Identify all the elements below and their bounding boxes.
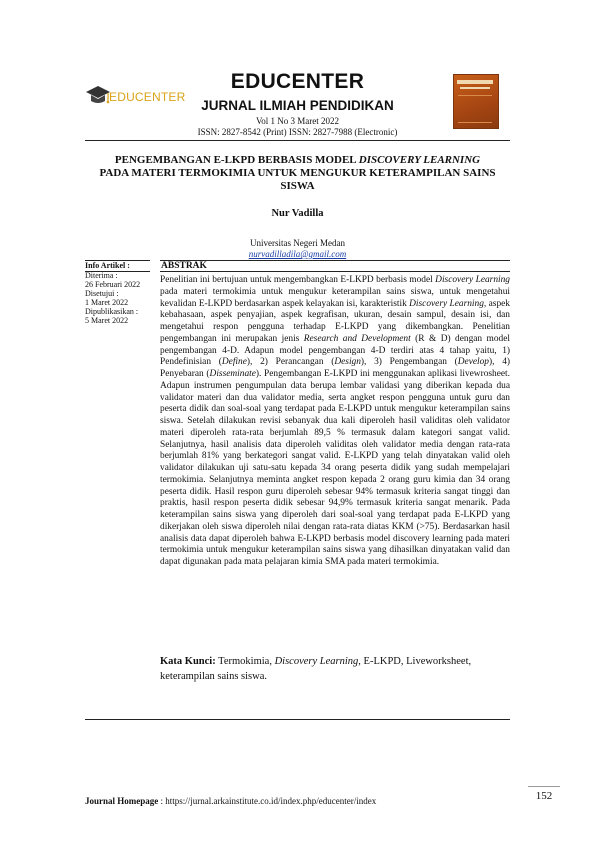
homepage-url[interactable]: : https://jurnal.arkainstitute.co.id/index.php/educenter/index [158, 796, 377, 806]
graduation-cap-icon [85, 84, 111, 108]
published-label: Dipublikasikan : [85, 306, 139, 316]
journal-title: EDUCENTER [230, 70, 365, 93]
journal-cover-icon [453, 74, 499, 129]
author-affiliation: Universitas Negeri Medan [250, 238, 345, 248]
keywords-label: Kata Kunci: [160, 656, 216, 667]
journal-subtitle: JURNAL ILMIAH PENDIDIKAN [201, 98, 394, 113]
logo-text: EDUCENTER [109, 90, 186, 104]
title-part1: PENGEMBANGAN E-LKPD BERBASIS MODEL [114, 154, 359, 166]
info-heading: Info Artikel : [85, 261, 130, 270]
article-info [85, 272, 155, 325]
title-italic: DISCOVERY LEARNING [358, 154, 481, 166]
journal-homepage [85, 796, 376, 806]
abstract-rule-bottom [160, 271, 510, 272]
title-part2: PADA MATERI TERMOKIMIA UNTUK MENGUKUR KETERAMPILAN SAINS SISWA [99, 167, 496, 192]
abstract-rule-top [160, 260, 510, 261]
header-divider [85, 140, 510, 141]
received-label: Diterima : [85, 271, 118, 280]
published-date: 5 Maret 2022 [85, 315, 129, 325]
abstract-end-divider [85, 719, 510, 720]
abstract-heading: ABSTRAK [161, 261, 207, 271]
abstract-text: Penelitian ini bertujuan untuk mengembangkan E-LKPD berbasis model Discovery Learning pada materi termokimia untuk mengukur keterampilan sains siswa, untuk mengetahui kevalidan E-LKPD berdasarkan aspek kelayakan isi, karakteristik Discovery Learning, aspek kebahasaan, aspek penyajian, aspek kegrafisan, ukuran, desain sampul, desain isi, dan mengetahui respon pengguna terhadap E-LKPD yang dikembangkan. Penelitian pengembangan ini merupakan jenis Research and Development (R & D) dengan model pengembangan 4-D. Adapun model pengembangan 4-D terdiri atas 4 tahap yaitu, 1) Pendefinisian (Define), 2) Perancangan (Design), 3) Pengembangan (Develop), 4) Penyebaran (Disseminate). Pengembangan E-LKPD ini menggunakan aplikasi livewrosheet. Adapun instrumen pengumpulan data berupa lembar validasi yang diberikan kepada dua validator materi dan dua validator media, serta angket respon pengguna untuk guru dan peserta didik dan soal-soal yang terdapat pada E-LKPD untuk mengukur keterampilan sains siswa. Setelah dilakukan revisi sebanyak dua kali diperoleh hasil validitas oleh validator materi diperoleh rata-rata berjumlah 89,5 % termasuk dalam kategori sangat valid. Selanjutnya, hasil analisis data diperoleh validitas oleh validator media dengan rata-rata berjumlah 81% yang berkategori sangat valid. E-LKPD yang telah dinyatakan valid oleh validator dilakukan uji satu-satu kepada 34 orang peserta didik yang sudah mempelajari termokimia. Selanjutnya meminta angket respon kepada 2 orang guru kimia dan 34 orang peserta didik. Hasil respon guru diperoleh sebesar 94% termasuk kriteria sangat tinggi dan praktis, hasil respon peserta didik sebesar 94,9% termasuk kriteria sangat menarik. Pada keterampilan sains siswa yang diperoleh dari soal-soal yang terdapat pada E-LKPD yang dikerjakan oleh siswa diperoleh nilai dengan rata-rata diatas KKM (>75). Berdasarkan hasil analisis data dapat diperoleh bahwa E-LKPD berbasis model discovery learning pada materi termokimia untuk mengukur keterampilan sains siswa yang dihasilkan dinyatakan valid dan dapat digunakan pada mata pelajaran kimia SMA pada materi termokimia. [160, 275, 510, 567]
keywords: Kata Kunci: Termokimia, Discovery Learning, E-LKPD, Liveworksheet, keterampilan sains siswa. [160, 656, 472, 682]
author-email-link[interactable]: nurvadilladila@gmail.com [248, 249, 347, 259]
page-number-rule [528, 786, 560, 787]
homepage-label: Journal Homepage [85, 796, 159, 806]
author-name: Nur Vadilla [271, 208, 324, 219]
journal-issn: ISSN: 2827-8542 (Print) ISSN: 2827-7988 (Electronic) [197, 127, 398, 137]
accepted-date: 1 Maret 2022 [85, 297, 129, 307]
article-title [85, 154, 510, 193]
journal-volume: Vol 1 No 3 Maret 2022 [255, 116, 340, 126]
received-date: 26 Februari 2022 [85, 279, 141, 289]
accepted-label: Disetujui : [85, 288, 119, 298]
journal-logo [85, 84, 185, 110]
page-number: 152 [535, 790, 553, 802]
